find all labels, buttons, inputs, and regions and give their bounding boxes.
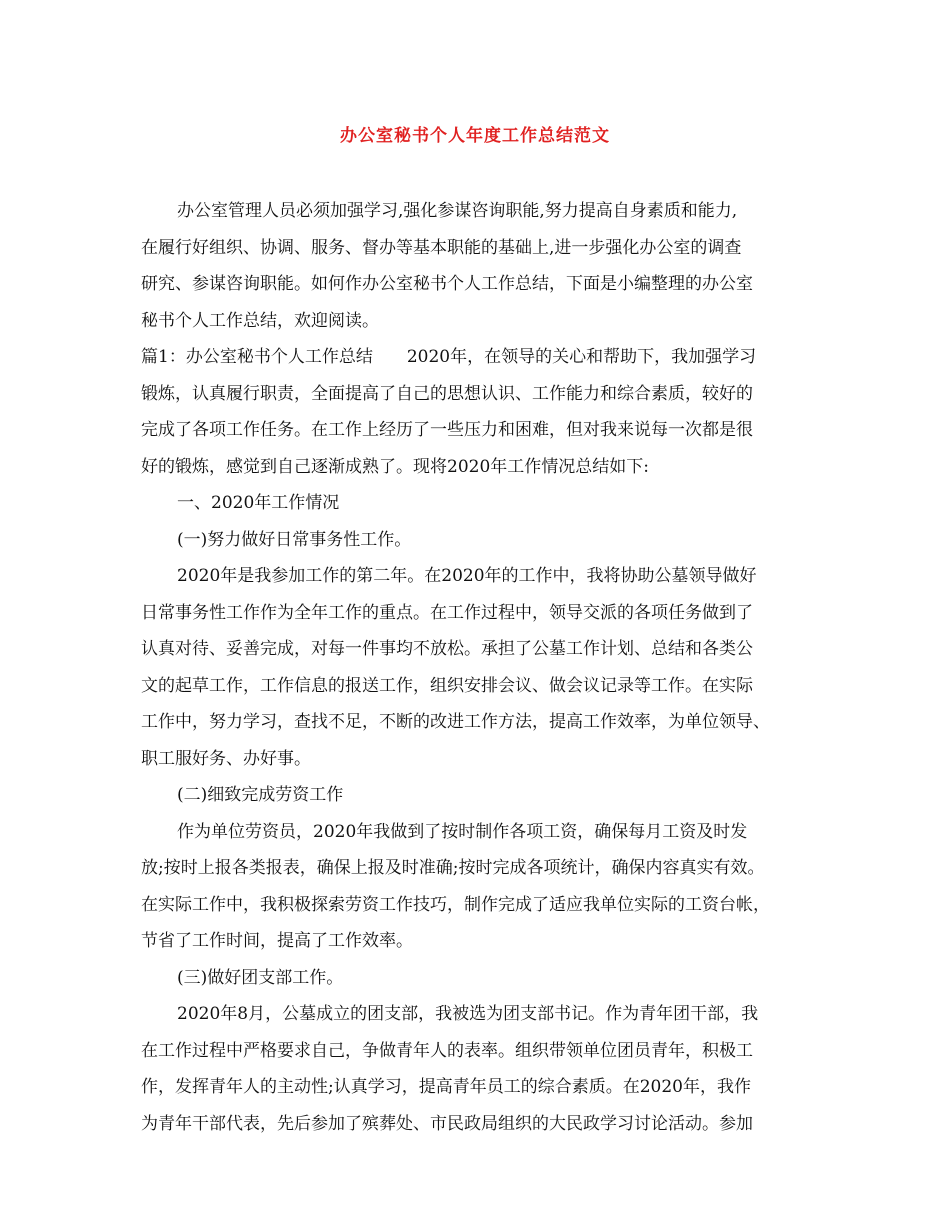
- paragraph-line: 作为单位劳资员，2020年我做到了按时制作各项工资，确保每月工资及时发: [177, 821, 748, 842]
- document-title: 办公室秘书个人年度工作总结范文: [340, 126, 610, 146]
- paragraph-line: 节省了工作时间，提高了工作效率。: [141, 931, 413, 951]
- paragraph-line: 工作中，努力学习，查找不足，不断的改进工作方法，提高工作效率，为单位领导、: [141, 712, 770, 732]
- paragraph-line: 锻炼，认真履行职责，全面提高了自己的思想认识、工作能力和综合素质，较好的: [141, 383, 753, 404]
- paragraph-line: 职工服好务、办好事。: [141, 748, 311, 769]
- paragraph-line: 文的起草工作，工作信息的报送工作，组织安排会议、做会议记录等工作。在实际: [141, 675, 753, 696]
- subsection-heading: (二)细致完成劳资工作: [177, 785, 344, 805]
- paragraph-line: 办公室管理人员必须加强学习,强化参谋咨询职能,努力提高自身素质和能力,: [177, 201, 738, 221]
- paragraph-line: 放;按时上报各类报表，确保上报及时准确;按时完成各项统计，确保内容真实有效。: [141, 858, 765, 878]
- paragraph-line: 在履行好组织、协调、服务、督办等基本职能的基础上,进一步强化办公室的调查: [141, 237, 742, 258]
- subsection-heading: (三)做好团支部工作。: [177, 967, 344, 988]
- subsection-heading: (一)努力做好日常事务性工作。: [177, 529, 412, 550]
- paragraph-line: 在工作过程中严格要求自己，争做青年人的表率。组织带领单位团员青年，积极工: [141, 1040, 753, 1061]
- paragraph-line: 完成了各项工作任务。在工作上经历了一些压力和困难，但对我来说每一次都是很: [141, 420, 753, 440]
- paragraph-line: 认真对待、妥善完成，对每一件事均不放松。承担了公墓工作计划、总结和各类公: [141, 639, 753, 659]
- paragraph-line: 篇1：办公室秘书个人工作总结 2020年，在领导的关心和帮助下，我加强学习: [141, 347, 757, 367]
- paragraph-line: 作，发挥青年人的主动性;认真学习，提高青年员工的综合素质。在2020年，我作: [141, 1077, 751, 1097]
- paragraph-line: 好的锻炼，感觉到自己逐渐成熟了。现将2020年工作情况总结如下:: [141, 456, 649, 477]
- paragraph-line: 秘书个人工作总结，欢迎阅读。: [141, 310, 379, 331]
- paragraph-line: 为青年干部代表，先后参加了殡葬处、市民政局组织的大民政学习讨论活动。参加: [141, 1113, 753, 1134]
- paragraph-line: 2020年8月，公墓成立的团支部，我被选为团支部书记。作为青年团干部，我: [177, 1004, 759, 1024]
- document-body: [141, 193, 831, 1142]
- paragraph-line: 2020年是我参加工作的第二年。在2020年的工作中，我将协助公墓领导做好: [177, 566, 757, 586]
- paragraph-line: 研究、参谋咨询职能。如何作办公室秘书个人工作总结，下面是小编整理的办公室: [141, 274, 753, 294]
- paragraph-line: 在实际工作中，我积极探索劳资工作技巧，制作完成了适应我单位实际的工资台帐，: [141, 894, 770, 915]
- section-heading: 一、2020年工作情况: [177, 493, 340, 513]
- paragraph-line: 日常事务性工作作为全年工作的重点。在工作过程中，领导交派的各项任务做到了: [141, 602, 753, 623]
